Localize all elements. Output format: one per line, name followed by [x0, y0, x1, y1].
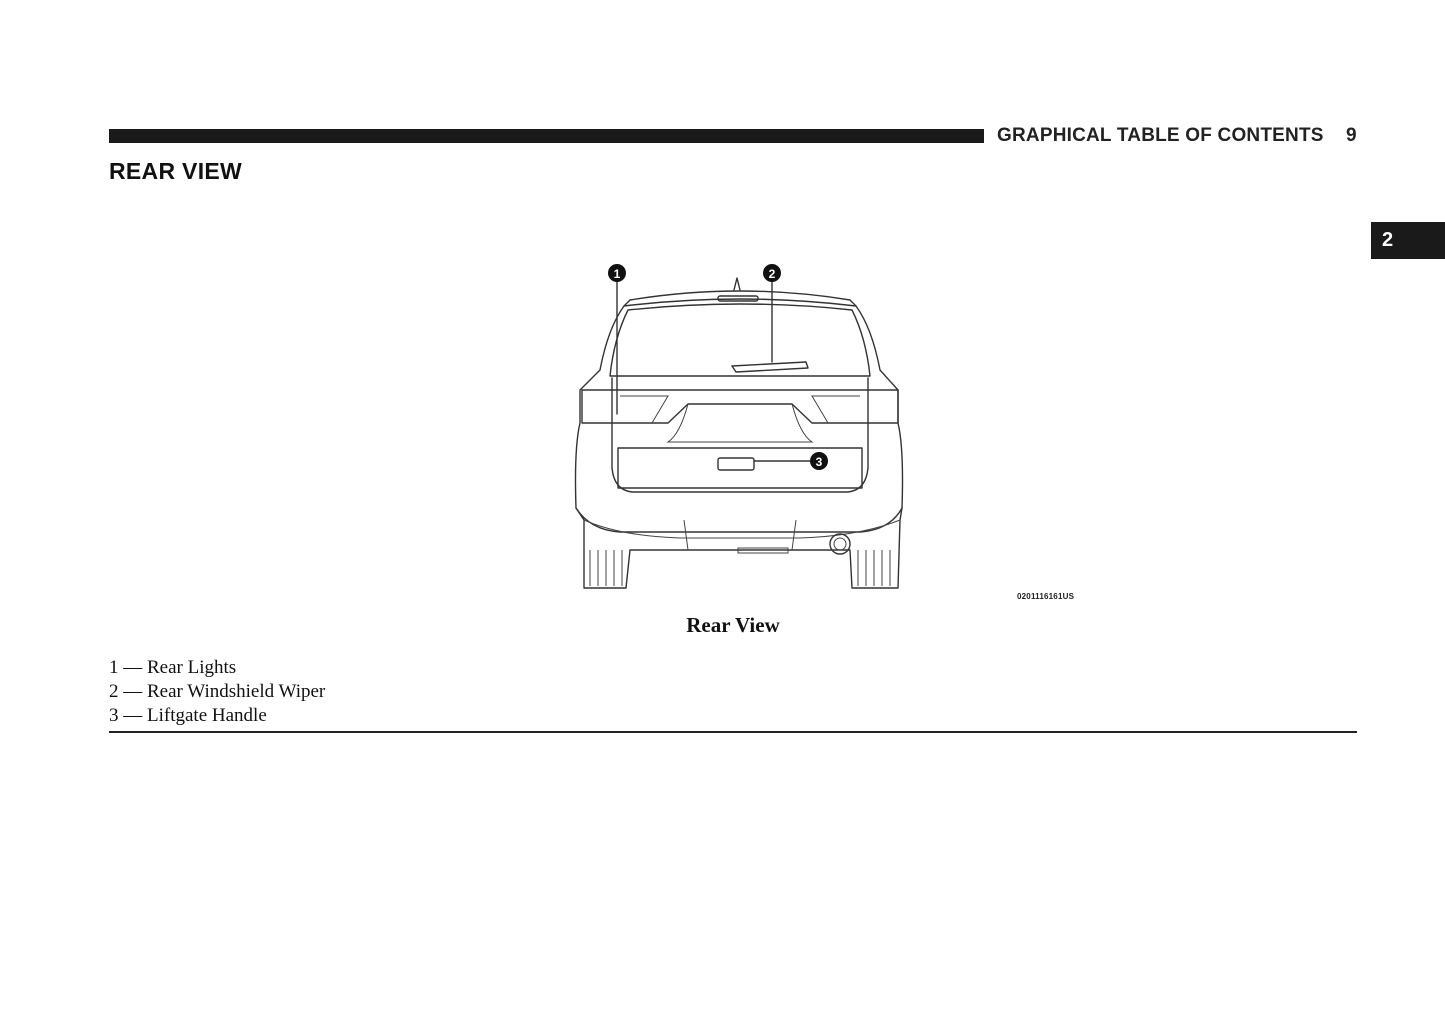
legend-list [109, 656, 325, 728]
legend-item-liftgate-handle: 3 — Liftgate Handle [109, 705, 267, 726]
exhaust-tip [830, 534, 850, 554]
body-outline [576, 306, 903, 588]
license-plate-area [618, 448, 862, 488]
callout-1 [608, 264, 626, 282]
figure-code: 0201116161US [1017, 592, 1075, 601]
running-header-title: GRAPHICAL TABLE OF CONTENTS [997, 125, 1324, 146]
legend-item-rear-windshield-wiper: 2 — Rear Windshield Wiper [109, 681, 326, 702]
rear-view-illustration [560, 258, 920, 598]
right-tire [858, 550, 890, 586]
chapter-tab-number: 2 [1382, 229, 1394, 251]
callout-3-label: 3 [815, 455, 823, 469]
page-number: 9 [1346, 125, 1357, 146]
section-rule [109, 731, 1357, 733]
rear-bumper [576, 508, 902, 532]
callout-2-label: 2 [768, 267, 776, 281]
callout-3 [810, 452, 828, 470]
antenna [734, 278, 740, 290]
section-title: REAR VIEW [109, 158, 243, 184]
liftgate-outline [612, 378, 868, 492]
callout-2 [763, 264, 781, 282]
rear-lights [582, 390, 898, 423]
legend-item-rear-lights: 1 — Rear Lights [109, 657, 237, 678]
liftgate-handle [718, 458, 754, 470]
header-bar [109, 129, 984, 143]
chapter-tab [1371, 222, 1445, 259]
figure-caption: Rear View [686, 613, 780, 637]
rear-wiper [732, 362, 808, 372]
callout-1-label: 1 [613, 267, 621, 281]
left-tire [590, 550, 622, 586]
